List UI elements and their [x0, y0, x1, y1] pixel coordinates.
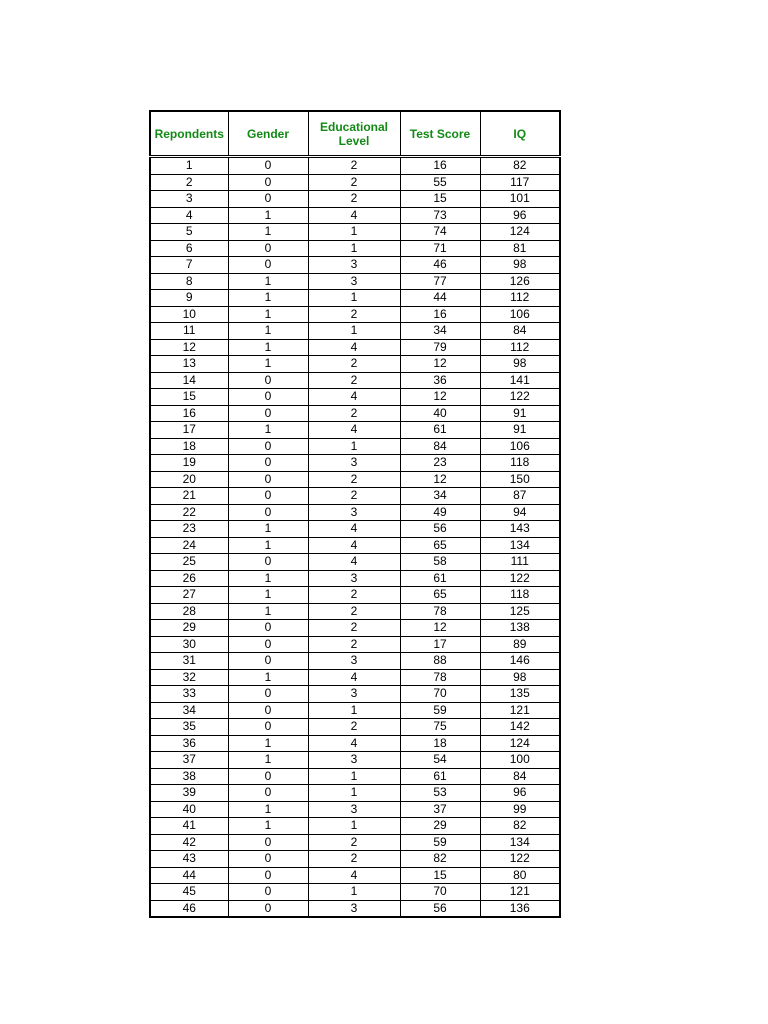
cell-educational-level: 3 — [308, 504, 400, 521]
cell-gender: 0 — [228, 867, 308, 884]
cell-iq: 142 — [480, 719, 560, 736]
cell-test-score: 55 — [400, 174, 480, 191]
cell-iq: 89 — [480, 636, 560, 653]
cell-iq: 136 — [480, 900, 560, 917]
cell-respondent: 42 — [150, 834, 228, 851]
cell-gender: 0 — [228, 686, 308, 703]
cell-test-score: 12 — [400, 471, 480, 488]
cell-educational-level: 2 — [308, 356, 400, 373]
cell-educational-level: 4 — [308, 389, 400, 406]
table-row — [150, 636, 560, 653]
cell-test-score: 59 — [400, 702, 480, 719]
cell-test-score: 53 — [400, 785, 480, 802]
cell-test-score: 34 — [400, 488, 480, 505]
table-row — [150, 702, 560, 719]
cell-respondent: 10 — [150, 306, 228, 323]
table-row — [150, 174, 560, 191]
cell-gender: 0 — [228, 174, 308, 191]
cell-educational-level: 2 — [308, 719, 400, 736]
cell-test-score: 77 — [400, 273, 480, 290]
cell-respondent: 36 — [150, 735, 228, 752]
table-row — [150, 554, 560, 571]
cell-test-score: 17 — [400, 636, 480, 653]
cell-iq: 141 — [480, 372, 560, 389]
table-row — [150, 455, 560, 472]
cell-gender: 0 — [228, 785, 308, 802]
cell-educational-level: 1 — [308, 240, 400, 257]
cell-iq: 124 — [480, 224, 560, 241]
table-row — [150, 752, 560, 769]
cell-gender: 1 — [228, 603, 308, 620]
cell-iq: 82 — [480, 818, 560, 835]
cell-iq: 121 — [480, 884, 560, 901]
table-row — [150, 537, 560, 554]
cell-educational-level: 3 — [308, 273, 400, 290]
table-row — [150, 521, 560, 538]
cell-iq: 98 — [480, 257, 560, 274]
table-row — [150, 339, 560, 356]
cell-respondent: 2 — [150, 174, 228, 191]
cell-test-score: 84 — [400, 438, 480, 455]
cell-respondent: 23 — [150, 521, 228, 538]
cell-respondent: 4 — [150, 207, 228, 224]
cell-iq: 117 — [480, 174, 560, 191]
cell-educational-level: 1 — [308, 884, 400, 901]
table-row — [150, 504, 560, 521]
header-gender: Gender — [228, 111, 308, 157]
table-row — [150, 669, 560, 686]
cell-respondent: 28 — [150, 603, 228, 620]
cell-gender: 1 — [228, 752, 308, 769]
cell-educational-level: 1 — [308, 438, 400, 455]
cell-iq: 80 — [480, 867, 560, 884]
cell-gender: 0 — [228, 504, 308, 521]
cell-respondent: 5 — [150, 224, 228, 241]
cell-gender: 0 — [228, 834, 308, 851]
cell-test-score: 12 — [400, 389, 480, 406]
cell-iq: 122 — [480, 389, 560, 406]
cell-respondent: 32 — [150, 669, 228, 686]
cell-iq: 106 — [480, 306, 560, 323]
cell-gender: 0 — [228, 405, 308, 422]
cell-respondent: 45 — [150, 884, 228, 901]
cell-gender: 0 — [228, 488, 308, 505]
cell-gender: 0 — [228, 191, 308, 208]
cell-test-score: 75 — [400, 719, 480, 736]
cell-respondent: 19 — [150, 455, 228, 472]
table-row — [150, 306, 560, 323]
table-row — [150, 240, 560, 257]
cell-iq: 96 — [480, 785, 560, 802]
cell-respondent: 24 — [150, 537, 228, 554]
cell-iq: 118 — [480, 455, 560, 472]
cell-gender: 0 — [228, 455, 308, 472]
cell-gender: 0 — [228, 240, 308, 257]
cell-test-score: 61 — [400, 570, 480, 587]
cell-educational-level: 1 — [308, 818, 400, 835]
cell-test-score: 74 — [400, 224, 480, 241]
cell-educational-level: 2 — [308, 372, 400, 389]
cell-iq: 135 — [480, 686, 560, 703]
cell-iq: 125 — [480, 603, 560, 620]
cell-gender: 0 — [228, 636, 308, 653]
cell-test-score: 12 — [400, 620, 480, 637]
cell-respondent: 26 — [150, 570, 228, 587]
table-row — [150, 801, 560, 818]
table-header — [150, 111, 560, 157]
cell-respondent: 41 — [150, 818, 228, 835]
cell-iq: 82 — [480, 157, 560, 175]
cell-test-score: 70 — [400, 686, 480, 703]
cell-test-score: 56 — [400, 900, 480, 917]
header-iq: IQ — [480, 111, 560, 157]
cell-respondent: 20 — [150, 471, 228, 488]
table-row — [150, 719, 560, 736]
cell-iq: 94 — [480, 504, 560, 521]
cell-gender: 1 — [228, 735, 308, 752]
cell-iq: 98 — [480, 669, 560, 686]
cell-educational-level: 4 — [308, 339, 400, 356]
cell-iq: 84 — [480, 768, 560, 785]
cell-educational-level: 3 — [308, 900, 400, 917]
cell-educational-level: 3 — [308, 570, 400, 587]
cell-gender: 0 — [228, 389, 308, 406]
cell-educational-level: 3 — [308, 686, 400, 703]
cell-test-score: 44 — [400, 290, 480, 307]
cell-gender: 0 — [228, 702, 308, 719]
cell-gender: 0 — [228, 620, 308, 637]
table-row — [150, 851, 560, 868]
cell-gender: 1 — [228, 273, 308, 290]
cell-test-score: 23 — [400, 455, 480, 472]
table-row — [150, 686, 560, 703]
table-row — [150, 323, 560, 340]
cell-gender: 0 — [228, 157, 308, 175]
cell-iq: 126 — [480, 273, 560, 290]
cell-test-score: 46 — [400, 257, 480, 274]
cell-iq: 112 — [480, 290, 560, 307]
cell-test-score: 37 — [400, 801, 480, 818]
cell-test-score: 78 — [400, 669, 480, 686]
cell-educational-level: 2 — [308, 174, 400, 191]
cell-iq: 87 — [480, 488, 560, 505]
cell-test-score: 88 — [400, 653, 480, 670]
header-row — [150, 111, 560, 157]
cell-educational-level: 1 — [308, 768, 400, 785]
table-row — [150, 438, 560, 455]
cell-iq: 121 — [480, 702, 560, 719]
cell-educational-level: 1 — [308, 702, 400, 719]
table-row — [150, 273, 560, 290]
cell-gender: 0 — [228, 900, 308, 917]
table-row — [150, 389, 560, 406]
cell-iq: 112 — [480, 339, 560, 356]
table-row — [150, 356, 560, 373]
cell-test-score: 58 — [400, 554, 480, 571]
cell-respondent: 46 — [150, 900, 228, 917]
cell-educational-level: 4 — [308, 521, 400, 538]
cell-test-score: 82 — [400, 851, 480, 868]
data-table — [149, 110, 561, 918]
cell-test-score: 79 — [400, 339, 480, 356]
cell-educational-level: 4 — [308, 537, 400, 554]
cell-gender: 1 — [228, 521, 308, 538]
cell-test-score: 54 — [400, 752, 480, 769]
cell-educational-level: 3 — [308, 257, 400, 274]
header-respondents: Repondents — [150, 111, 228, 157]
cell-respondent: 16 — [150, 405, 228, 422]
cell-respondent: 33 — [150, 686, 228, 703]
cell-test-score: 36 — [400, 372, 480, 389]
cell-respondent: 8 — [150, 273, 228, 290]
cell-gender: 1 — [228, 224, 308, 241]
cell-educational-level: 2 — [308, 603, 400, 620]
cell-respondent: 22 — [150, 504, 228, 521]
cell-iq: 122 — [480, 851, 560, 868]
table-row — [150, 785, 560, 802]
cell-respondent: 39 — [150, 785, 228, 802]
cell-iq: 143 — [480, 521, 560, 538]
cell-gender: 1 — [228, 323, 308, 340]
cell-test-score: 15 — [400, 867, 480, 884]
cell-gender: 1 — [228, 207, 308, 224]
cell-respondent: 44 — [150, 867, 228, 884]
cell-educational-level: 4 — [308, 554, 400, 571]
cell-gender: 1 — [228, 818, 308, 835]
cell-respondent: 25 — [150, 554, 228, 571]
cell-educational-level: 1 — [308, 785, 400, 802]
cell-respondent: 13 — [150, 356, 228, 373]
cell-gender: 1 — [228, 339, 308, 356]
cell-gender: 1 — [228, 587, 308, 604]
cell-iq: 138 — [480, 620, 560, 637]
table-row — [150, 372, 560, 389]
header-educational-level: Educational Level — [308, 111, 400, 157]
cell-educational-level: 2 — [308, 157, 400, 175]
cell-test-score: 29 — [400, 818, 480, 835]
cell-test-score: 40 — [400, 405, 480, 422]
cell-educational-level: 2 — [308, 587, 400, 604]
cell-iq: 81 — [480, 240, 560, 257]
table-row — [150, 884, 560, 901]
cell-educational-level: 2 — [308, 851, 400, 868]
cell-respondent: 17 — [150, 422, 228, 439]
cell-test-score: 61 — [400, 768, 480, 785]
table-row — [150, 207, 560, 224]
table-row — [150, 818, 560, 835]
table-row — [150, 257, 560, 274]
cell-educational-level: 3 — [308, 455, 400, 472]
cell-iq: 91 — [480, 422, 560, 439]
table-row — [150, 405, 560, 422]
cell-test-score: 16 — [400, 306, 480, 323]
cell-respondent: 18 — [150, 438, 228, 455]
cell-test-score: 73 — [400, 207, 480, 224]
table-row — [150, 653, 560, 670]
table-row — [150, 900, 560, 917]
cell-gender: 1 — [228, 290, 308, 307]
cell-educational-level: 2 — [308, 471, 400, 488]
table-row — [150, 290, 560, 307]
cell-test-score: 56 — [400, 521, 480, 538]
cell-respondent: 1 — [150, 157, 228, 175]
cell-gender: 0 — [228, 471, 308, 488]
cell-gender: 1 — [228, 356, 308, 373]
cell-test-score: 49 — [400, 504, 480, 521]
cell-test-score: 78 — [400, 603, 480, 620]
cell-iq: 111 — [480, 554, 560, 571]
cell-gender: 0 — [228, 438, 308, 455]
table-row — [150, 157, 560, 175]
table-row — [150, 570, 560, 587]
cell-respondent: 29 — [150, 620, 228, 637]
cell-respondent: 40 — [150, 801, 228, 818]
cell-test-score: 71 — [400, 240, 480, 257]
cell-iq: 100 — [480, 752, 560, 769]
cell-respondent: 12 — [150, 339, 228, 356]
cell-iq: 96 — [480, 207, 560, 224]
cell-educational-level: 2 — [308, 306, 400, 323]
cell-educational-level: 4 — [308, 422, 400, 439]
cell-test-score: 70 — [400, 884, 480, 901]
cell-gender: 0 — [228, 768, 308, 785]
table-row — [150, 191, 560, 208]
cell-educational-level: 4 — [308, 669, 400, 686]
cell-respondent: 3 — [150, 191, 228, 208]
cell-respondent: 37 — [150, 752, 228, 769]
cell-test-score: 65 — [400, 587, 480, 604]
cell-respondent: 9 — [150, 290, 228, 307]
cell-gender: 0 — [228, 372, 308, 389]
cell-educational-level: 2 — [308, 636, 400, 653]
cell-gender: 1 — [228, 570, 308, 587]
table-row — [150, 471, 560, 488]
cell-educational-level: 2 — [308, 834, 400, 851]
cell-gender: 0 — [228, 653, 308, 670]
cell-test-score: 61 — [400, 422, 480, 439]
table-row — [150, 587, 560, 604]
cell-educational-level: 2 — [308, 488, 400, 505]
table-row — [150, 834, 560, 851]
cell-test-score: 16 — [400, 157, 480, 175]
header-test-score: Test Score — [400, 111, 480, 157]
table-row — [150, 735, 560, 752]
table-row — [150, 867, 560, 884]
cell-respondent: 31 — [150, 653, 228, 670]
cell-iq: 118 — [480, 587, 560, 604]
cell-gender: 0 — [228, 851, 308, 868]
cell-iq: 146 — [480, 653, 560, 670]
cell-gender: 0 — [228, 719, 308, 736]
cell-respondent: 7 — [150, 257, 228, 274]
cell-gender: 1 — [228, 306, 308, 323]
cell-respondent: 27 — [150, 587, 228, 604]
table-row — [150, 603, 560, 620]
cell-test-score: 59 — [400, 834, 480, 851]
cell-iq: 122 — [480, 570, 560, 587]
cell-respondent: 14 — [150, 372, 228, 389]
cell-iq: 98 — [480, 356, 560, 373]
cell-respondent: 35 — [150, 719, 228, 736]
cell-educational-level: 1 — [308, 224, 400, 241]
cell-educational-level: 1 — [308, 323, 400, 340]
cell-gender: 1 — [228, 537, 308, 554]
cell-test-score: 12 — [400, 356, 480, 373]
cell-gender: 1 — [228, 801, 308, 818]
cell-test-score: 15 — [400, 191, 480, 208]
cell-test-score: 34 — [400, 323, 480, 340]
cell-educational-level: 4 — [308, 735, 400, 752]
cell-gender: 0 — [228, 554, 308, 571]
cell-iq: 150 — [480, 471, 560, 488]
cell-gender: 0 — [228, 257, 308, 274]
cell-respondent: 6 — [150, 240, 228, 257]
cell-respondent: 21 — [150, 488, 228, 505]
cell-respondent: 38 — [150, 768, 228, 785]
cell-educational-level: 1 — [308, 290, 400, 307]
cell-respondent: 15 — [150, 389, 228, 406]
cell-educational-level: 2 — [308, 620, 400, 637]
cell-iq: 124 — [480, 735, 560, 752]
table-row — [150, 224, 560, 241]
cell-educational-level: 4 — [308, 207, 400, 224]
table-row — [150, 488, 560, 505]
cell-educational-level: 2 — [308, 191, 400, 208]
cell-iq: 106 — [480, 438, 560, 455]
table-row — [150, 768, 560, 785]
cell-iq: 134 — [480, 537, 560, 554]
table-body — [150, 157, 560, 918]
cell-respondent: 30 — [150, 636, 228, 653]
cell-gender: 0 — [228, 884, 308, 901]
table-row — [150, 620, 560, 637]
cell-respondent: 43 — [150, 851, 228, 868]
cell-educational-level: 3 — [308, 653, 400, 670]
cell-iq: 91 — [480, 405, 560, 422]
cell-gender: 1 — [228, 422, 308, 439]
cell-educational-level: 2 — [308, 405, 400, 422]
cell-respondent: 11 — [150, 323, 228, 340]
table-row — [150, 422, 560, 439]
cell-iq: 101 — [480, 191, 560, 208]
cell-test-score: 65 — [400, 537, 480, 554]
cell-gender: 1 — [228, 669, 308, 686]
cell-educational-level: 3 — [308, 752, 400, 769]
cell-educational-level: 3 — [308, 801, 400, 818]
cell-test-score: 18 — [400, 735, 480, 752]
cell-respondent: 34 — [150, 702, 228, 719]
cell-iq: 99 — [480, 801, 560, 818]
cell-iq: 84 — [480, 323, 560, 340]
cell-iq: 134 — [480, 834, 560, 851]
cell-educational-level: 4 — [308, 867, 400, 884]
